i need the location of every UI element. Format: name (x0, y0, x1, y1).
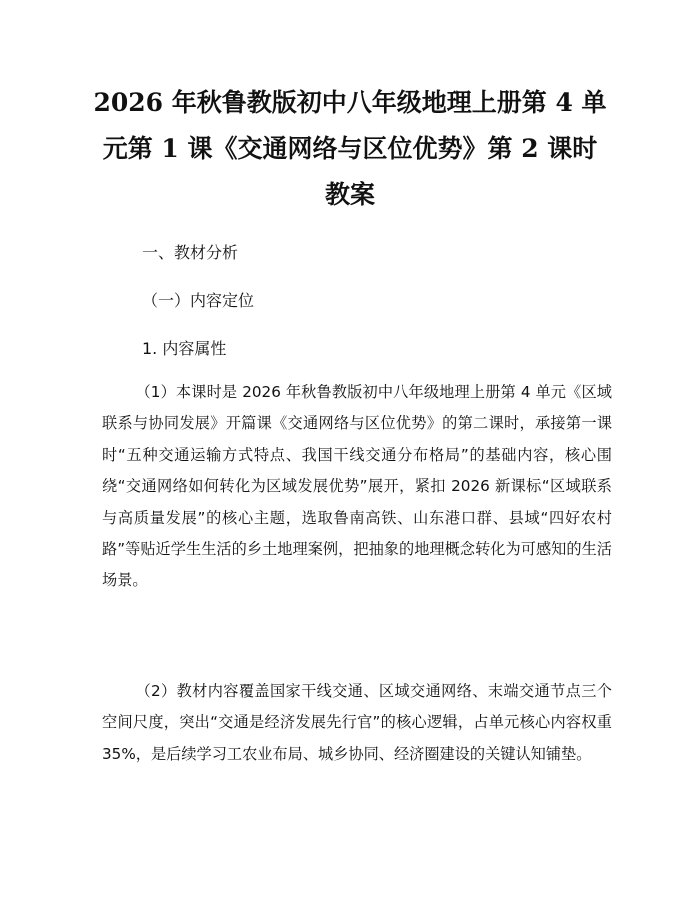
paragraph-1: （1）本课时是 2026 年秋鲁教版初中八年级地理上册第 4 单元《区域联系与协同发展》开篇课《交通网络与区位优势》的第二课时，承接第一课时“五种交通运输方式特点、我国干线交通分布格局”的基础内容，核心围绕“交通网络如何转化为区域发展优势”展开，紧扣 2026 新课标“区域联系与高质量发展”的核心主题，选取鲁南高铁、山东港口群、县域“四好农村路”等贴近学生生活的乡土地理案例，把抽象的地理概念转化为可感知的生活场景。 (102, 383, 612, 590)
document-title-line-2: 元第 1 课《交通网络与区位优势》第 2 课时 (102, 134, 598, 163)
document-title-line-3: 教案 (324, 180, 375, 209)
section-heading: 一、教材分析 (142, 243, 239, 262)
item-heading: 1. 内容属性 (142, 339, 227, 358)
subsection-heading: （一）内容定位 (142, 291, 255, 310)
document-title-line-1: 2026 年秋鲁教版初中八年级地理上册第 4 单 (93, 88, 607, 117)
paragraph-2: （2）教材内容覆盖国家干线交通、区域交通网络、末端交通节点三个空间尺度，突出“交通是经济发展先行官”的核心逻辑，占单元核心内容权重 35%，是后续学习工农业布局、城乡协同、经济圈建设的关键认知铺垫。 (102, 682, 612, 763)
